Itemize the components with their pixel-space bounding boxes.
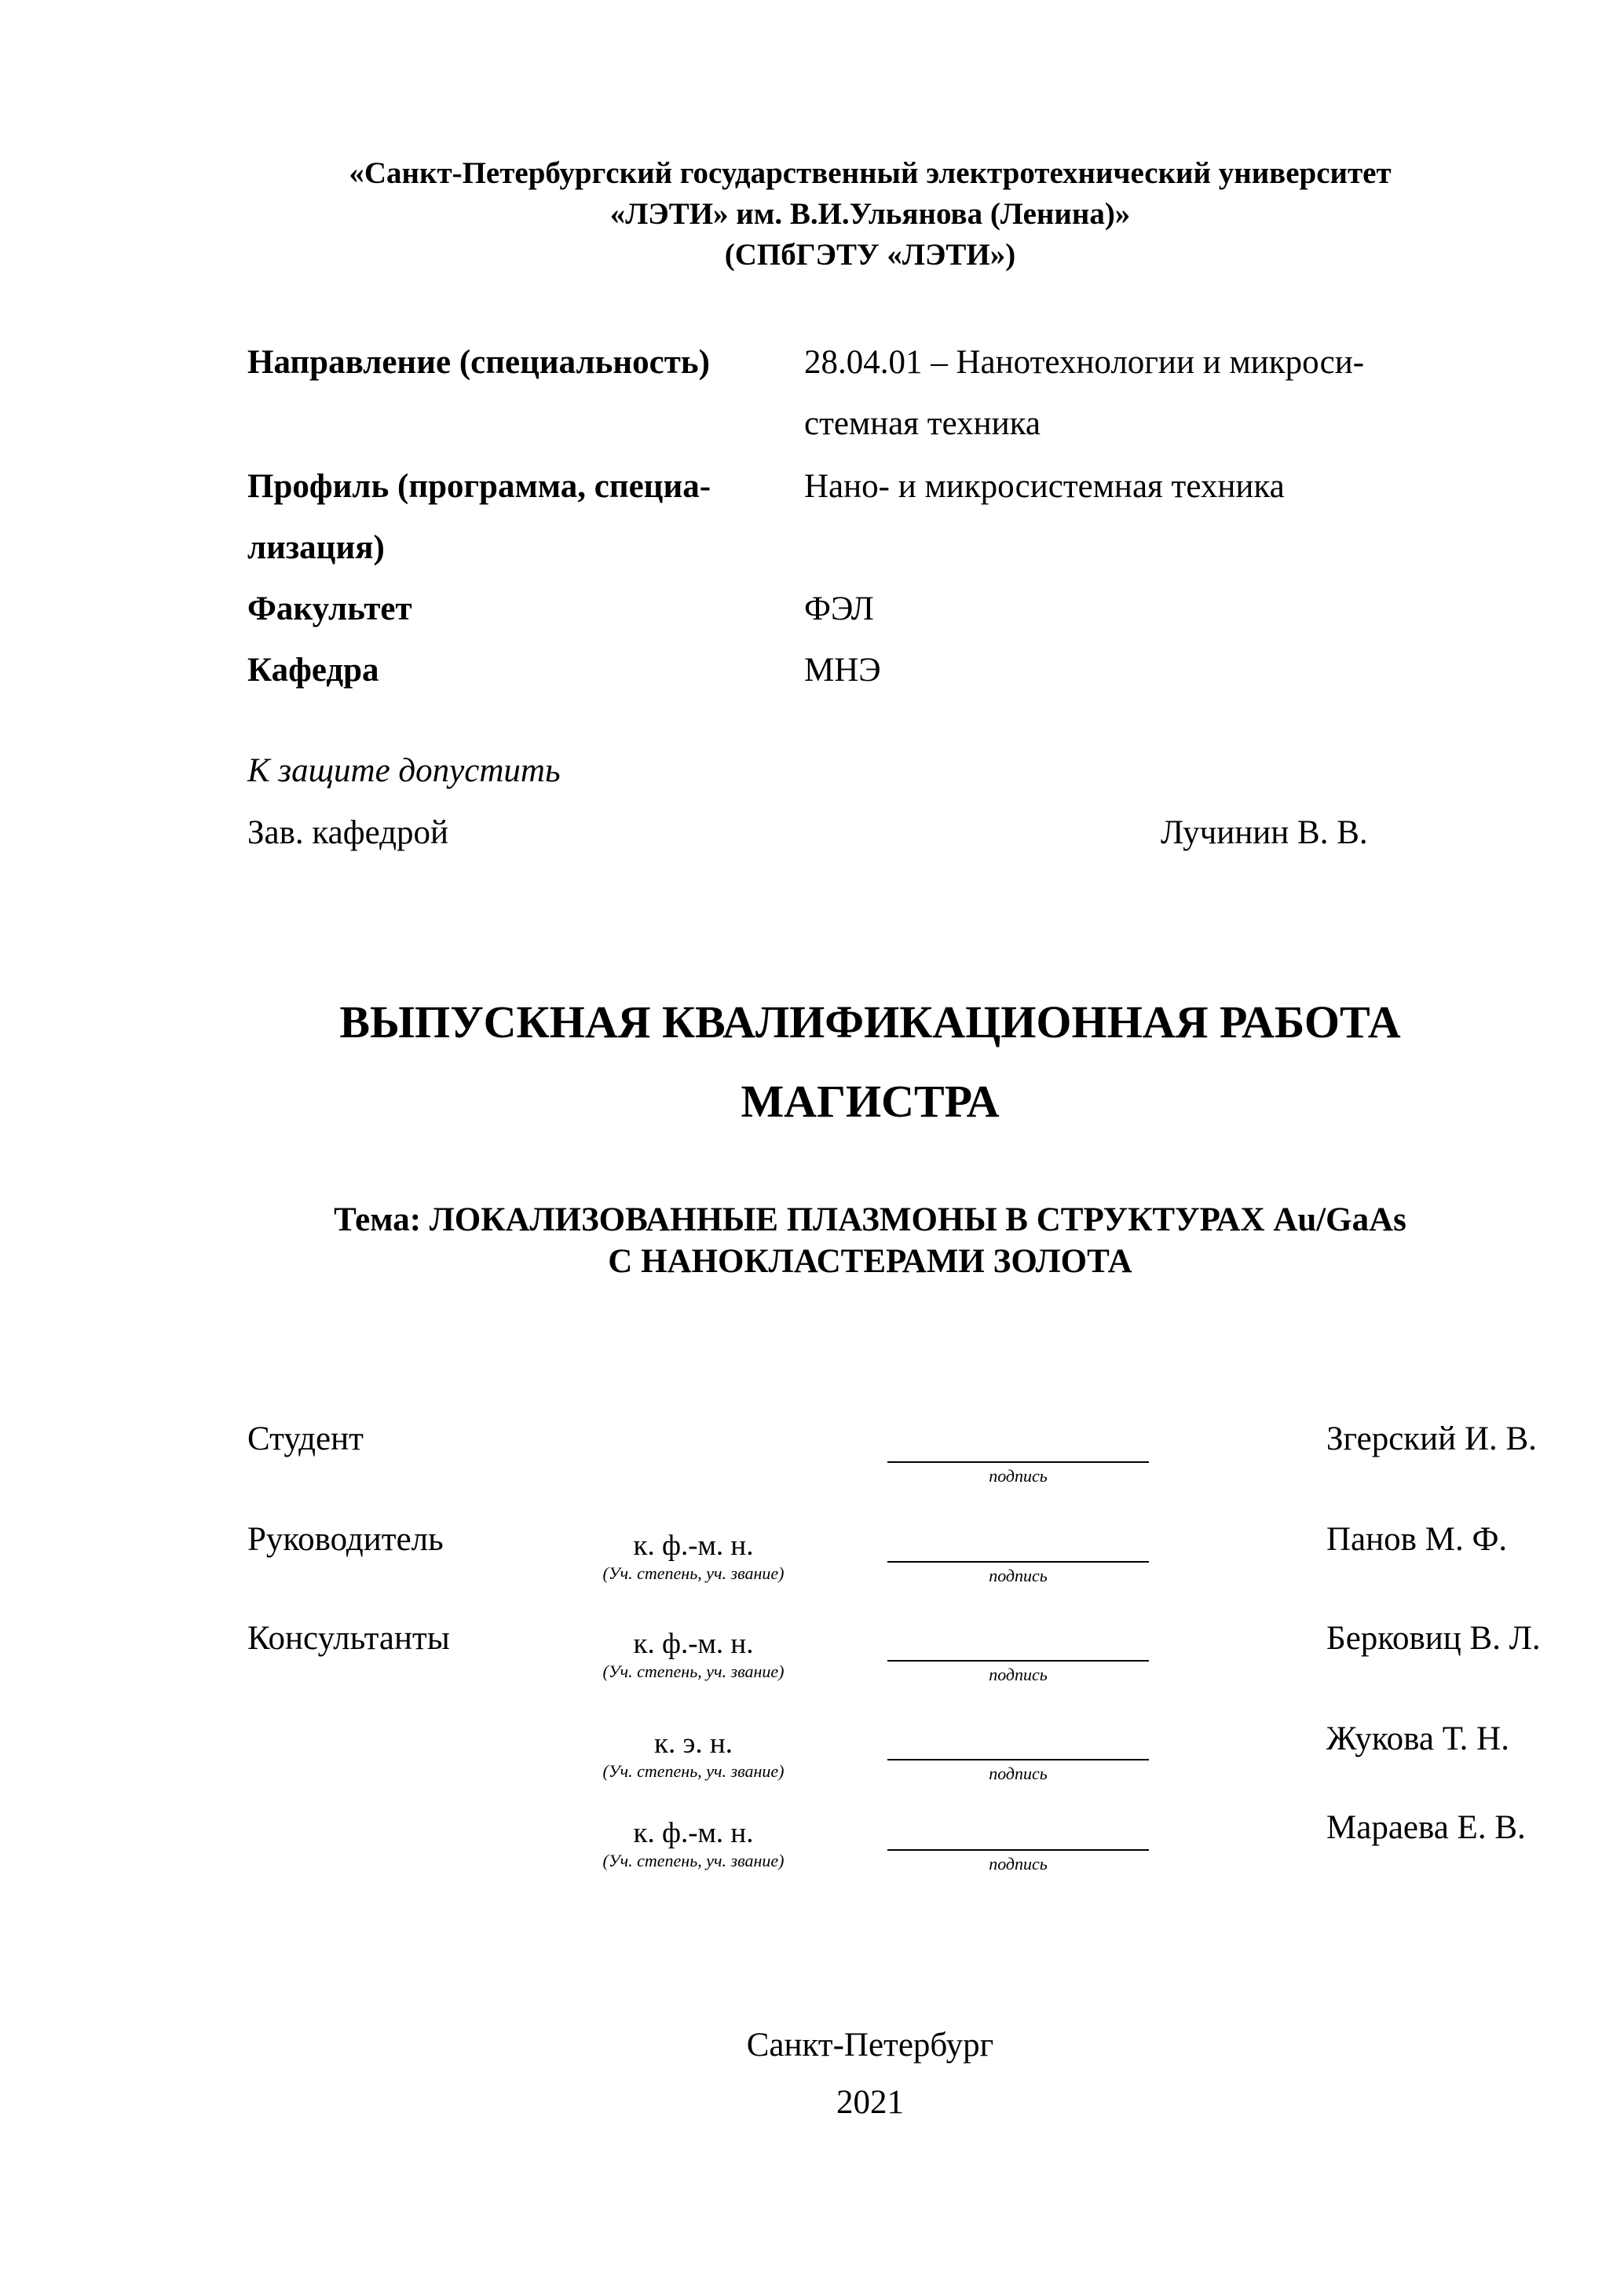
direction-label: Направление (специальность) bbox=[247, 344, 710, 381]
supervisor-name: Панов М. Ф. bbox=[1326, 1521, 1508, 1558]
theme-line1: Тема: ЛОКАЛИЗОВАННЫЕ ПЛАЗМОНЫ В СТРУКТУРАХ Au/GaAs bbox=[334, 1201, 1406, 1238]
faculty-value: ФЭЛ bbox=[804, 590, 874, 627]
university-name-line1: «Санкт-Петербургский государственный электротехнический университет bbox=[349, 156, 1392, 190]
consultant-2-signature-caption: подпись bbox=[989, 1764, 1048, 1783]
consultant-2-degree: к. э. н. bbox=[654, 1727, 733, 1760]
supervisor-degree: к. ф.-м. н. bbox=[633, 1530, 754, 1562]
direction-value-line1: 28.04.01 – Нанотехнологии и микроси- bbox=[804, 344, 1365, 381]
consultant-2-name: Жукова Т. Н. bbox=[1326, 1720, 1509, 1757]
department-label: Кафедра bbox=[247, 652, 379, 689]
supervisor-degree-caption: (Уч. степень, уч. звание) bbox=[602, 1563, 785, 1583]
consultant-1-degree-caption: (Уч. степень, уч. звание) bbox=[602, 1662, 785, 1681]
consultant-3-signature-caption: подпись bbox=[989, 1854, 1048, 1874]
consultant-3-signature-line bbox=[887, 1849, 1149, 1851]
consultant-1-degree: к. ф.-м. н. bbox=[633, 1628, 754, 1660]
student-name: Згерский И. В. bbox=[1326, 1420, 1537, 1457]
head-of-department-name: Лучинин В. В. bbox=[1161, 814, 1368, 851]
consultant-2-signature-line bbox=[887, 1759, 1149, 1760]
student-role: Студент bbox=[247, 1420, 364, 1457]
supervisor-signature-line bbox=[887, 1561, 1149, 1563]
direction-value-line2: стемная техника bbox=[804, 405, 1041, 442]
work-title-line1: ВЫПУСКНАЯ КВАЛИФИКАЦИОННАЯ РАБОТА bbox=[339, 996, 1401, 1047]
head-of-department-label: Зав. кафедрой bbox=[247, 814, 449, 851]
profile-label-line2: лизация) bbox=[247, 529, 385, 566]
consultants-role: Консультанты bbox=[247, 1620, 450, 1657]
consultant-1-name: Берковиц В. Л. bbox=[1326, 1620, 1541, 1657]
consultant-2-degree-caption: (Уч. степень, уч. звание) bbox=[602, 1761, 785, 1781]
student-signature-line bbox=[887, 1461, 1149, 1463]
consultant-3-degree: к. ф.-м. н. bbox=[633, 1817, 754, 1849]
consultant-3-name: Мараева Е. В. bbox=[1326, 1809, 1526, 1846]
consultant-1-signature-caption: подпись bbox=[989, 1665, 1048, 1684]
university-abbrev: (СПбГЭТУ «ЛЭТИ») bbox=[724, 238, 1016, 272]
faculty-label: Факультет bbox=[247, 590, 412, 627]
supervisor-role: Руководитель bbox=[247, 1521, 444, 1558]
approval-title: К защите допустить bbox=[247, 752, 561, 789]
student-signature-caption: подпись bbox=[989, 1466, 1048, 1486]
consultant-1-signature-line bbox=[887, 1660, 1149, 1662]
footer-year: 2021 bbox=[836, 2084, 904, 2121]
footer-city: Санкт-Петербург bbox=[746, 2027, 994, 2064]
consultant-3-degree-caption: (Уч. степень, уч. звание) bbox=[602, 1851, 785, 1870]
department-value: МНЭ bbox=[804, 652, 881, 689]
work-title-line2: МАГИСТРА bbox=[741, 1076, 1000, 1127]
theme-line2: С НАНОКЛАСТЕРАМИ ЗОЛОТА bbox=[608, 1243, 1132, 1280]
profile-label-line1: Профиль (программа, специа- bbox=[247, 468, 711, 505]
supervisor-signature-caption: подпись bbox=[989, 1566, 1048, 1585]
university-name-line2: «ЛЭТИ» им. В.И.Ульянова (Ленина)» bbox=[609, 197, 1131, 231]
profile-value: Нано- и микросистемная техника bbox=[804, 468, 1285, 505]
